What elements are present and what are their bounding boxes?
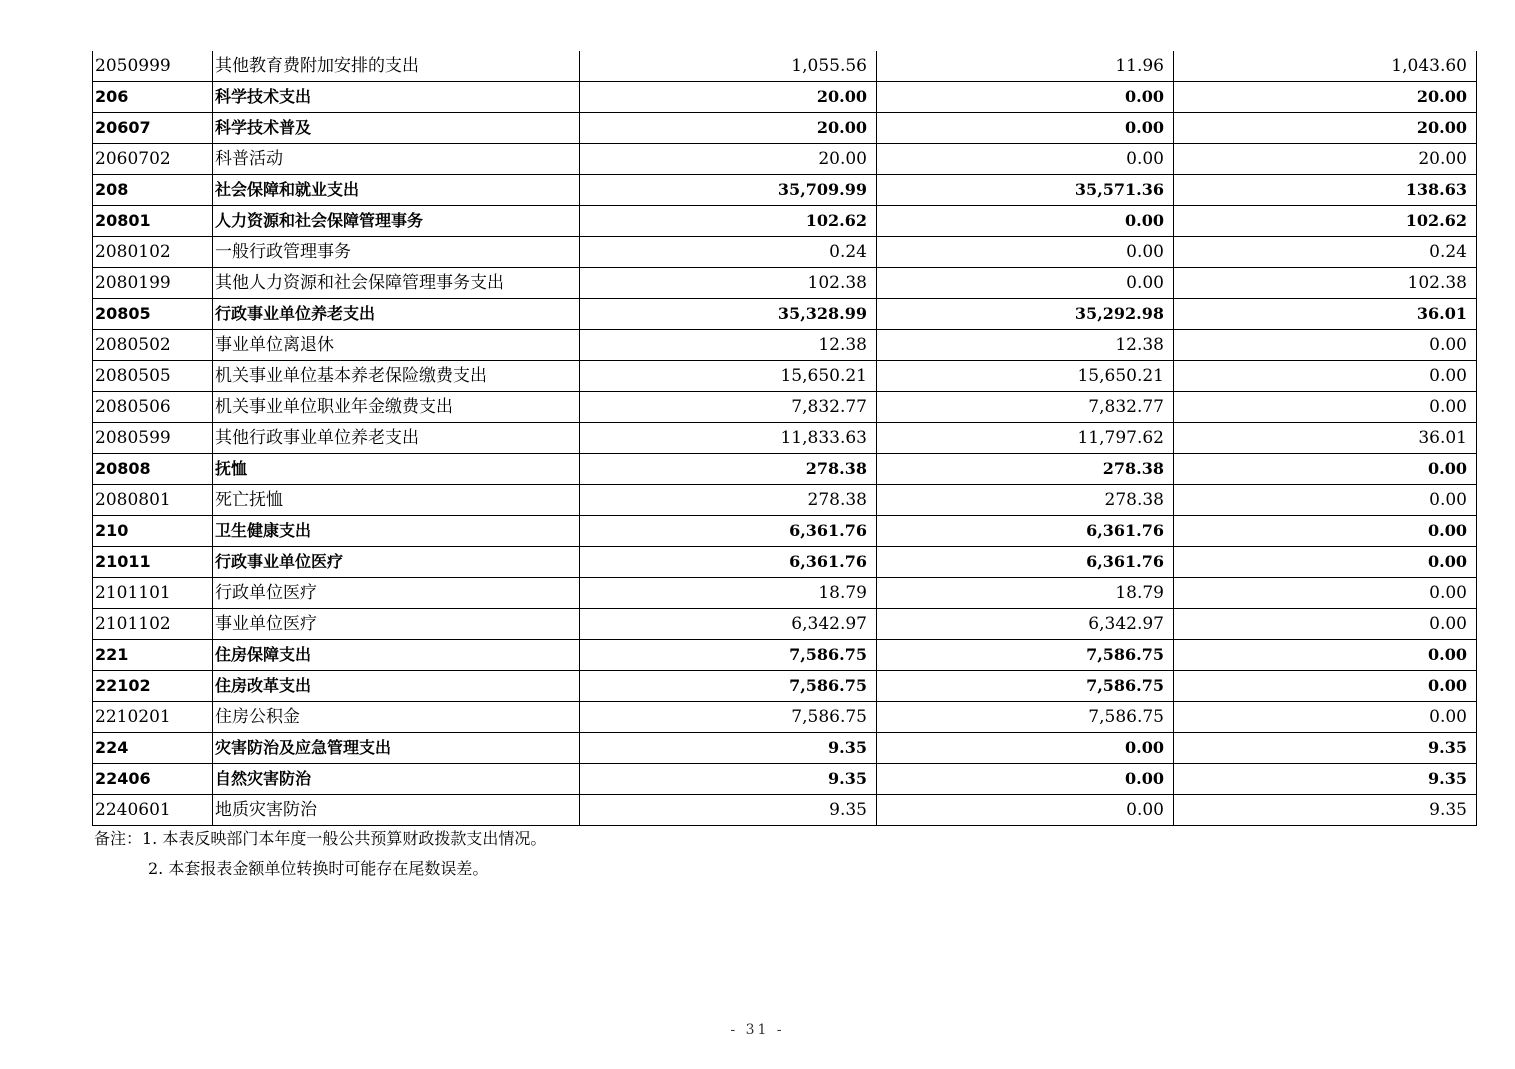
cell-amount-basic: 0.00 (877, 268, 1174, 299)
cell-amount-basic: 7,586.75 (877, 702, 1174, 733)
cell-amount-total: 7,586.75 (580, 671, 877, 702)
cell-code: 2210201 (93, 702, 213, 733)
cell-amount-project: 0.24 (1174, 237, 1477, 268)
cell-name: 科学技术普及 (213, 113, 580, 144)
cell-amount-basic: 7,832.77 (877, 392, 1174, 423)
table-row (93, 485, 1477, 516)
cell-amount-total: 18.79 (580, 578, 877, 609)
note-line-1: 备注：1. 本表反映部门本年度一般公共预算财政拨款支出情况。 (94, 829, 547, 848)
cell-amount-total: 7,586.75 (580, 640, 877, 671)
table-row (93, 237, 1477, 268)
cell-code: 206 (93, 82, 213, 113)
cell-amount-basic: 6,361.76 (877, 547, 1174, 578)
table-row (93, 702, 1477, 733)
cell-name: 自然灾害防治 (213, 764, 580, 795)
cell-code: 2080801 (93, 485, 213, 516)
table-row (93, 454, 1477, 485)
cell-name: 其他教育费附加安排的支出 (213, 51, 580, 82)
cell-code: 20607 (93, 113, 213, 144)
cell-name: 地质灾害防治 (213, 795, 580, 826)
cell-code: 224 (93, 733, 213, 764)
cell-amount-basic: 0.00 (877, 733, 1174, 764)
table-row (93, 113, 1477, 144)
cell-code: 210 (93, 516, 213, 547)
cell-name: 事业单位离退休 (213, 330, 580, 361)
cell-code: 22102 (93, 671, 213, 702)
cell-amount-total: 6,361.76 (580, 547, 877, 578)
table-row (93, 299, 1477, 330)
cell-amount-basic: 7,586.75 (877, 640, 1174, 671)
cell-amount-project: 102.62 (1174, 206, 1477, 237)
cell-code: 2240601 (93, 795, 213, 826)
cell-amount-total: 15,650.21 (580, 361, 877, 392)
notes (94, 824, 546, 884)
cell-name: 其他行政事业单位养老支出 (213, 423, 580, 454)
cell-name: 住房改革支出 (213, 671, 580, 702)
cell-name: 住房公积金 (213, 702, 580, 733)
cell-amount-total: 12.38 (580, 330, 877, 361)
cell-amount-basic: 35,571.36 (877, 175, 1174, 206)
table-row (93, 733, 1477, 764)
table-row (93, 764, 1477, 795)
cell-amount-total: 102.62 (580, 206, 877, 237)
cell-amount-total: 9.35 (580, 795, 877, 826)
cell-amount-total: 278.38 (580, 485, 877, 516)
table-row (93, 82, 1477, 113)
cell-amount-project: 138.63 (1174, 175, 1477, 206)
cell-amount-basic: 6,361.76 (877, 516, 1174, 547)
table-row (93, 330, 1477, 361)
cell-amount-total: 1,055.56 (580, 51, 877, 82)
cell-amount-total: 102.38 (580, 268, 877, 299)
table-row (93, 206, 1477, 237)
cell-code: 208 (93, 175, 213, 206)
cell-name: 一般行政管理事务 (213, 237, 580, 268)
cell-amount-total: 7,832.77 (580, 392, 877, 423)
cell-amount-project: 0.00 (1174, 702, 1477, 733)
cell-amount-project: 0.00 (1174, 671, 1477, 702)
cell-amount-project: 0.00 (1174, 392, 1477, 423)
cell-name: 科普活动 (213, 144, 580, 175)
cell-amount-project: 0.00 (1174, 640, 1477, 671)
cell-amount-total: 20.00 (580, 82, 877, 113)
cell-amount-project: 20.00 (1174, 144, 1477, 175)
table-row (93, 578, 1477, 609)
cell-amount-basic: 0.00 (877, 82, 1174, 113)
cell-code: 2080502 (93, 330, 213, 361)
cell-amount-project: 0.00 (1174, 609, 1477, 640)
cell-name: 卫生健康支出 (213, 516, 580, 547)
cell-amount-total: 20.00 (580, 113, 877, 144)
cell-code: 2080199 (93, 268, 213, 299)
table-row (93, 175, 1477, 206)
cell-amount-total: 9.35 (580, 764, 877, 795)
cell-amount-basic: 0.00 (877, 206, 1174, 237)
cell-amount-project: 0.00 (1174, 578, 1477, 609)
cell-name: 人力资源和社会保障管理事务 (213, 206, 580, 237)
cell-amount-basic: 0.00 (877, 144, 1174, 175)
cell-amount-project: 9.35 (1174, 795, 1477, 826)
cell-name: 其他人力资源和社会保障管理事务支出 (213, 268, 580, 299)
cell-amount-project: 20.00 (1174, 82, 1477, 113)
cell-name: 住房保障支出 (213, 640, 580, 671)
cell-amount-total: 35,709.99 (580, 175, 877, 206)
budget-table-body (93, 51, 1477, 826)
cell-amount-basic: 278.38 (877, 454, 1174, 485)
cell-code: 21011 (93, 547, 213, 578)
cell-amount-project: 102.38 (1174, 268, 1477, 299)
cell-amount-project: 9.35 (1174, 764, 1477, 795)
cell-amount-basic: 278.38 (877, 485, 1174, 516)
cell-amount-basic: 35,292.98 (877, 299, 1174, 330)
cell-amount-total: 0.24 (580, 237, 877, 268)
table-row (93, 516, 1477, 547)
cell-code: 22406 (93, 764, 213, 795)
cell-amount-basic: 15,650.21 (877, 361, 1174, 392)
cell-code: 2080599 (93, 423, 213, 454)
table-row (93, 268, 1477, 299)
cell-code: 221 (93, 640, 213, 671)
cell-code: 2060702 (93, 144, 213, 175)
cell-name: 灾害防治及应急管理支出 (213, 733, 580, 764)
cell-code: 2050999 (93, 51, 213, 82)
cell-amount-project: 36.01 (1174, 423, 1477, 454)
table-row (93, 795, 1477, 826)
cell-amount-basic: 0.00 (877, 795, 1174, 826)
cell-amount-project: 1,043.60 (1174, 51, 1477, 82)
cell-amount-basic: 11.96 (877, 51, 1174, 82)
cell-amount-basic: 7,586.75 (877, 671, 1174, 702)
cell-amount-basic: 0.00 (877, 237, 1174, 268)
table-row (93, 361, 1477, 392)
cell-code: 2101102 (93, 609, 213, 640)
table-row (93, 144, 1477, 175)
cell-amount-basic: 0.00 (877, 764, 1174, 795)
cell-amount-basic: 11,797.62 (877, 423, 1174, 454)
table-row (93, 392, 1477, 423)
cell-amount-total: 7,586.75 (580, 702, 877, 733)
cell-name: 行政事业单位医疗 (213, 547, 580, 578)
cell-amount-total: 6,342.97 (580, 609, 877, 640)
cell-name: 机关事业单位职业年金缴费支出 (213, 392, 580, 423)
cell-amount-total: 6,361.76 (580, 516, 877, 547)
cell-name: 行政单位医疗 (213, 578, 580, 609)
cell-amount-project: 0.00 (1174, 361, 1477, 392)
cell-name: 行政事业单位养老支出 (213, 299, 580, 330)
cell-amount-basic: 12.38 (877, 330, 1174, 361)
cell-amount-total: 35,328.99 (580, 299, 877, 330)
cell-amount-project: 9.35 (1174, 733, 1477, 764)
cell-name: 死亡抚恤 (213, 485, 580, 516)
cell-amount-project: 0.00 (1174, 454, 1477, 485)
cell-code: 2101101 (93, 578, 213, 609)
cell-code: 2080102 (93, 237, 213, 268)
table-row (93, 609, 1477, 640)
cell-name: 机关事业单位基本养老保险缴费支出 (213, 361, 580, 392)
cell-amount-project: 0.00 (1174, 485, 1477, 516)
cell-amount-basic: 6,342.97 (877, 609, 1174, 640)
cell-amount-total: 278.38 (580, 454, 877, 485)
cell-code: 2080505 (93, 361, 213, 392)
cell-name: 科学技术支出 (213, 82, 580, 113)
table-row (93, 51, 1477, 82)
cell-code: 20805 (93, 299, 213, 330)
cell-amount-basic: 0.00 (877, 113, 1174, 144)
cell-code: 2080506 (93, 392, 213, 423)
cell-name: 事业单位医疗 (213, 609, 580, 640)
cell-amount-total: 11,833.63 (580, 423, 877, 454)
budget-table (92, 51, 1477, 826)
cell-amount-basic: 18.79 (877, 578, 1174, 609)
cell-code: 20808 (93, 454, 213, 485)
cell-amount-total: 20.00 (580, 144, 877, 175)
table-row (93, 671, 1477, 702)
table-row (93, 547, 1477, 578)
page-number: - 31 - (730, 1022, 785, 1038)
cell-amount-project: 20.00 (1174, 113, 1477, 144)
cell-code: 20801 (93, 206, 213, 237)
cell-name: 社会保障和就业支出 (213, 175, 580, 206)
cell-amount-total: 9.35 (580, 733, 877, 764)
cell-amount-project: 0.00 (1174, 547, 1477, 578)
table-row (93, 640, 1477, 671)
note-line-2: 2. 本套报表金额单位转换时可能存在尾数误差。 (148, 859, 489, 878)
cell-name: 抚恤 (213, 454, 580, 485)
cell-amount-project: 0.00 (1174, 330, 1477, 361)
cell-amount-project: 0.00 (1174, 516, 1477, 547)
cell-amount-project: 36.01 (1174, 299, 1477, 330)
table-row (93, 423, 1477, 454)
